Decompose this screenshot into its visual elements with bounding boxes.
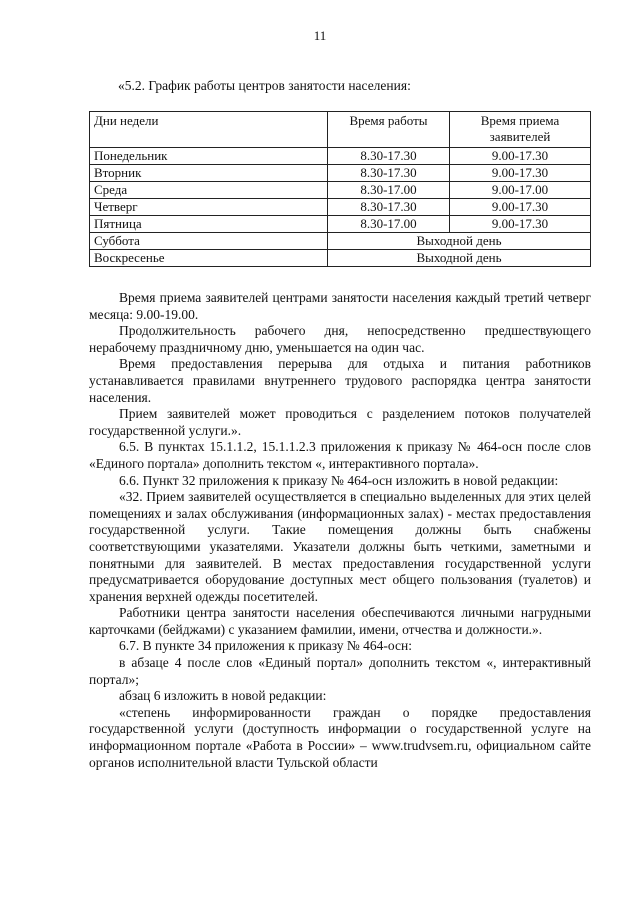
cell-reception-time: 9.00-17.30	[450, 148, 591, 165]
cell-work-time: 8.30-17.30	[328, 148, 450, 165]
cell-day: Пятница	[90, 216, 328, 233]
cell-reception-time: 9.00-17.00	[450, 182, 591, 199]
table-row	[90, 216, 591, 233]
paragraph: Прием заявителей может проводиться с разделением потоков получателей государственной услуги.».	[89, 406, 591, 438]
table-row	[90, 199, 591, 216]
cell-day: Суббота	[90, 233, 328, 250]
cell-day: Четверг	[90, 199, 328, 216]
cell-day: Воскресенье	[90, 250, 328, 267]
paragraph: в абзаце 4 после слов «Единый портал» дополнить текстом «, интерактивный портал»;	[89, 655, 591, 687]
cell-day-off: Выходной день	[328, 233, 591, 250]
section-heading: «5.2. График работы центров занятости населения:	[118, 78, 411, 93]
cell-reception-time: 9.00-17.30	[450, 165, 591, 182]
paragraph: Время предоставления перерыва для отдыха и питания работников устанавливается правилами внутреннего трудового распорядка центра занятости населения.	[89, 356, 591, 405]
page-number: 11	[313, 28, 327, 43]
table-row	[90, 233, 591, 250]
paragraph: «степень информированности граждан о порядке предоставления государственной услуги (доступность информации о государственной услуге на информационном портале «Работа в России» – www.trudvsem.ru, официальном сайте органов исполнительной власти Тульской области	[89, 704, 591, 770]
cell-work-time: 8.30-17.00	[328, 216, 450, 233]
table-row	[90, 250, 591, 267]
paragraph: Продолжительность рабочего дня, непосредственно предшествующего нерабочему праздничному дню, уменьшается на один час.	[89, 323, 591, 355]
cell-day: Среда	[90, 182, 328, 199]
paragraph: 6.6. Пункт 32 приложения к приказу № 464-осн изложить в новой редакции:	[119, 472, 559, 488]
header-work-time: Время работы	[328, 112, 450, 148]
cell-reception-time: 9.00-17.30	[450, 199, 591, 216]
cell-reception-time: 9.00-17.30	[450, 216, 591, 233]
paragraph: 6.5. В пунктах 15.1.1.2, 15.1.1.2.3 приложения к приказу № 464-осн после слов «Единого портала» дополнить текстом «, интерактивного портала».	[89, 439, 591, 471]
table-row	[90, 165, 591, 182]
header-reception-time: Время приема заявителей	[450, 112, 591, 148]
schedule-table	[89, 111, 591, 267]
paragraph: 6.7. В пункте 34 приложения к приказу № 464-осн:	[119, 638, 412, 654]
paragraph: «32. Прием заявителей осуществляется в специально выделенных для этих целей помещениях и залах обслуживания (информационных залах) - местах предоставления государственной услуги. Такие помещения должны быть снабжены соответствующими указателями. Указатели должны быть четкими, заметными и понятными для заявителей. В местах предоставления государственной услуги предусматривается оборудование доступных мест общего пользования (туалетов) и хранения верхней одежды посетителей.	[89, 489, 591, 604]
cell-work-time: 8.30-17.30	[328, 199, 450, 216]
table-row	[90, 182, 591, 199]
paragraph: Время приема заявителей центрами занятости населения каждый третий четверг месяца: 9.00-19.00.	[89, 290, 591, 322]
document-body	[89, 290, 591, 771]
table-row	[90, 148, 591, 165]
cell-work-time: 8.30-17.00	[328, 182, 450, 199]
paragraph: Работники центра занятости населения обеспечиваются личными нагрудными карточками (бейджами) с указанием фамилии, имени, отчества и должности.».	[89, 605, 591, 637]
table-header-row	[90, 112, 591, 148]
cell-day-off: Выходной день	[328, 250, 591, 267]
header-days: Дни недели	[90, 112, 328, 148]
cell-work-time: 8.30-17.30	[328, 165, 450, 182]
cell-day: Понедельник	[90, 148, 328, 165]
cell-day: Вторник	[90, 165, 328, 182]
paragraph: абзац 6 изложить в новой редакции:	[119, 688, 327, 704]
